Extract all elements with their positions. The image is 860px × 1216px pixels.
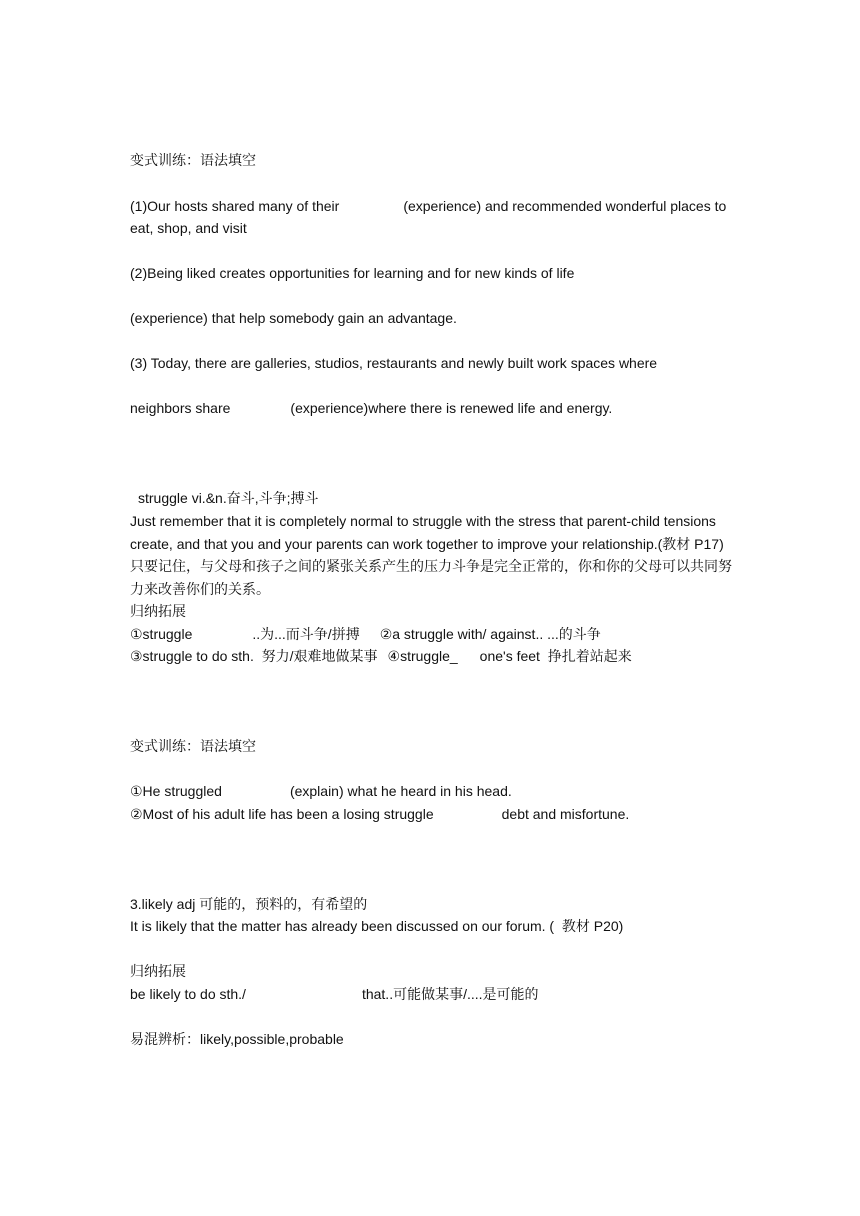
phrase-4 (388, 648, 632, 664)
phrase-3: ③struggle to do sth. 努力/艰难地做某事 (130, 648, 378, 664)
exercise-q2 (130, 803, 734, 825)
item-text: ②Most of his adult life has been a losing struggle (130, 806, 434, 822)
vocab-example: Just remember that it is completely normal to struggle with the stress that parent-child tensions create, and that you and your parents can work together to improve your relationship.(教材 P17)只要记住，与父母和孩子之间的紧张关系产生的压力斗争是完全正常的，你和你的父母可以共同努力来改善你们的关系。 (130, 513, 732, 597)
exercise-item-3: (3) Today, there are galleries, studios, restaurants and newly built work spaces where (130, 355, 658, 371)
exercise-item-1 (130, 195, 734, 217)
item-text: (experience) and recommended wonderful places to (403, 198, 727, 214)
exercise-item-2-cont: (experience) that help somebody gain an advantage. (130, 310, 457, 326)
document-page (130, 0, 734, 1216)
pattern-text: be likely to do sth./ (130, 986, 246, 1002)
summary-heading: 归纳拓展 (130, 603, 186, 619)
expansion-line-1 (130, 623, 734, 645)
exercise-item-2: (2)Being liked creates opportunities for learning and for new kinds of life (130, 265, 575, 281)
pattern-line (130, 983, 734, 1005)
vocab-title: struggle vi.&n.奋斗,斗争;搏斗 (138, 490, 319, 506)
phrase-1 (130, 626, 360, 642)
exercise-item-3-cont (130, 397, 734, 419)
expansion-line-2 (130, 645, 734, 667)
confusion-heading: 易混辨析：likely,possible,probable (130, 1031, 344, 1047)
item-text: (experience)where there is renewed life and energy. (290, 400, 613, 416)
exercise-item-1-cont: eat, shop, and visit (130, 220, 247, 236)
phrase-text: ..为...而斗争/拼搏 (252, 626, 360, 642)
phrase-2: ②a struggle with/ against.. ...的斗争 (379, 626, 601, 642)
exercise-q1 (130, 780, 734, 802)
item-text: (explain) what he heard in his head. (289, 783, 512, 799)
phrase-text: one's feet 挣扎着站起来 (479, 648, 632, 664)
summary-heading: 归纳拓展 (130, 963, 186, 979)
item-text: neighbors share (130, 400, 231, 416)
section-heading: 变式训练：语法填空 (130, 738, 256, 754)
item-text: (1)Our hosts shared many of their (130, 198, 340, 214)
phrase-text: ④struggle_ (387, 648, 458, 664)
phrase-text: ①struggle (130, 626, 193, 642)
pattern-text: that..可能做某事/....是可能的 (361, 986, 539, 1002)
item-text: ①He struggled (130, 783, 222, 799)
item-text: debt and misfortune. (501, 806, 630, 822)
vocab-title: 3.likely adj 可能的，预料的，有希望的 (130, 896, 368, 912)
section-heading: 变式训练：语法填空 (130, 152, 256, 168)
vocab-example: It is likely that the matter has already been discussed on our forum. ( 教材 P20) (130, 918, 624, 934)
